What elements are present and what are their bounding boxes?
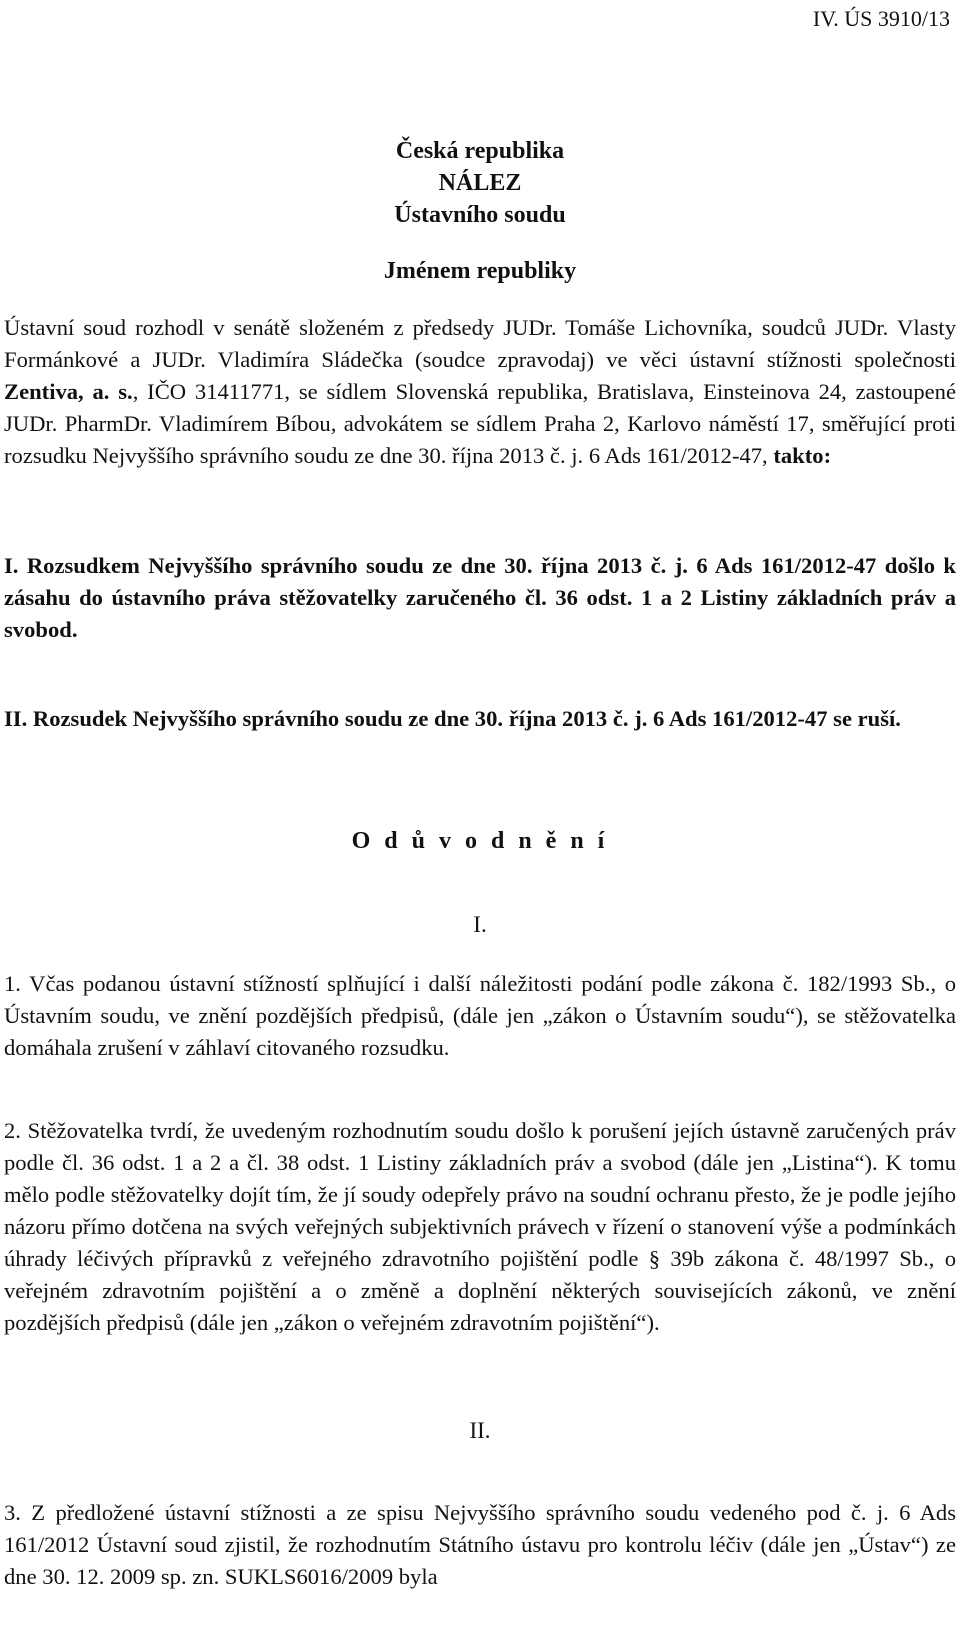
intro-paragraph — [4, 312, 956, 472]
intro-text-2: , IČO 31411771, se sídlem Slovenská republika, Bratislava, Einsteinova 24, zastoupené JUDr. PharmDr. Vladimírem Bíbou, advokátem se sídlem Praha 2, Karlovo náměstí 17, směřující proti rozsudku Nejvyššího správního soudu ze dne 30. října 2013 č. j. 6 Ads 161/2012-47, — [4, 379, 956, 468]
title-court: Ústavního soudu — [394, 202, 566, 228]
verdict-item-1: I. Rozsudkem Nejvyššího správního soudu ze dne 30. října 2013 č. j. 6 Ads 161/2012-47 došlo k zásahu do ústavního práva stěžovatelky zaručeného čl. 36 odst. 1 a 2 Listiny základních práv a svobod. — [4, 553, 956, 642]
title-in-name-of-republic: Jménem republiky — [383, 258, 577, 284]
paragraph-1: 1. Včas podanou ústavní stížností splňující i další náležitosti podání podle zákona č. 182/1993 Sb., o Ústavním soudu, ve znění pozdějších předpisů, (dále jen „zákon o Ústavním soudu“), se stěžovatelka domáhala zrušení v záhlaví citovaného rozsudku. — [4, 971, 956, 1060]
paragraph-3: 3. Z předložené ústavní stížnosti a ze spisu Nejvyššího správního soudu vedeného pod č. j. 6 Ads 161/2012 Ústavní soud zjistil, že rozhodnutím Státního ústavu pro kontrolu léčiv (dále jen „Ústav“) ze dne 30. 12. 2009 sp. zn. SUKLS6016/2009 byla — [4, 1500, 956, 1589]
intro-takto: takto: — [773, 443, 832, 468]
title-country: Česká republika — [395, 138, 565, 164]
case-number: IV. ÚS 3910/13 — [812, 6, 950, 31]
reasoning-heading: O d ů v o d n ě n í — [351, 828, 609, 854]
paragraph-2: 2. Stěžovatelka tvrdí, že uvedeným rozhodnutím soudu došlo k porušení jejích ústavně zaručených práv podle čl. 36 odst. 1 a 2 a čl. 38 odst. 1 Listiny základních práv a svobod (dále jen „Listina“). K tomu mělo podle stěžovatelky dojít tím, že jí soudy odepřely právo na soudní ochranu přesto, že je podle jejího názoru přímo dotčena na svých veřejných subjektivních právech v řízení o stanovení výše a podmínkách úhrady léčivých přípravků z veřejného zdravotního pojištění podle § 39b zákona č. 48/1997 Sb., o veřejném zdravotním pojištění a o změně a doplnění některých souvisejících zákonů, ve znění pozdějších předpisů (dále jen „zákon o veřejném zdravotním pojištění“). — [4, 1118, 956, 1335]
verdict-item-2: II. Rozsudek Nejvyššího správního soudu ze dne 30. října 2013 č. j. 6 Ads 161/2012-47 se ruší. — [4, 706, 901, 731]
section-number-1: I. — [473, 912, 487, 937]
title-document-type: NÁLEZ — [438, 170, 522, 196]
section-number-2: II. — [469, 1418, 491, 1443]
intro-text-1: Ústavní soud rozhodl v senátě složeném z předsedy JUDr. Tomáše Lichovníka, soudců JUDr. Vlasty Formánkové a JUDr. Vladimíra Sládečka (soudce zpravodaj) ve věci ústavní stížnosti společnosti — [4, 315, 956, 372]
intro-party-name: Zentiva, a. s. — [4, 379, 133, 404]
